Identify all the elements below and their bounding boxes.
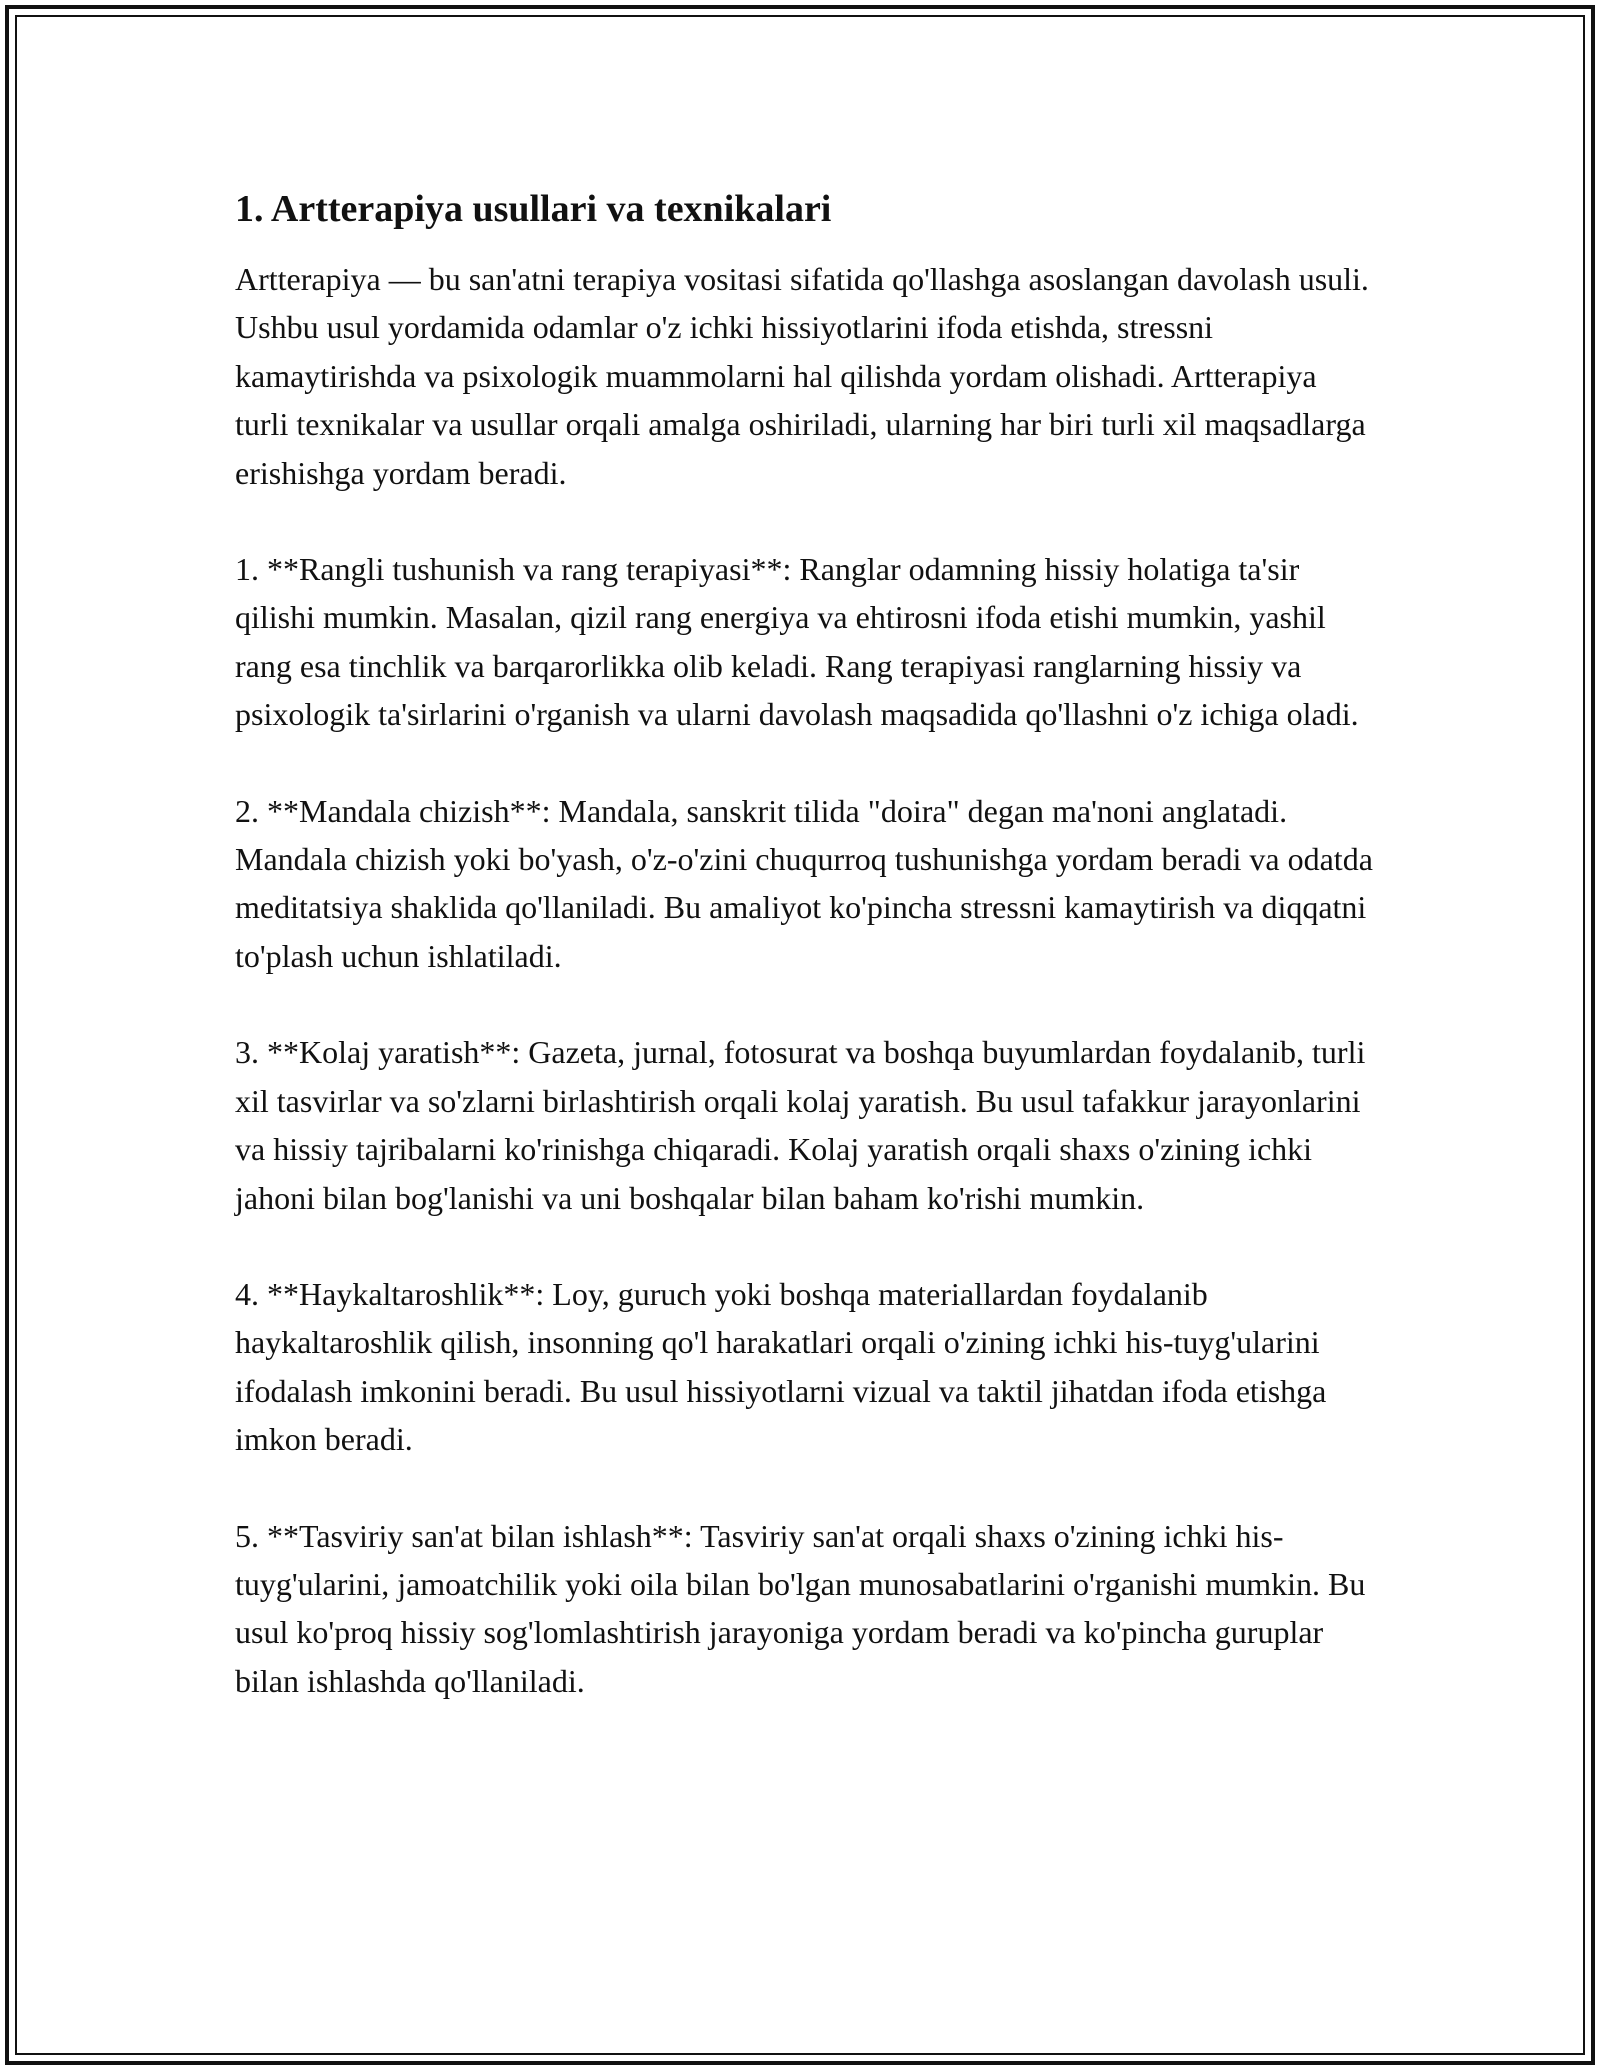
intro-paragraph: Artterapiya — bu san'atni terapiya vositasi sifatida qo'llashga asoslangan davolash usuli. Ushbu usul yordamida odamlar o'z ichki hissiyotlarini ifoda etishda, stressni kamaytirishda va psixologik muammolarni hal qilishda yordam olishadi. Artterapiya turli texnikalar va usullar orqali amalga oshiriladi, ularning har biri turli xil maqsadlarga erishishga yordam beradi. bbox=[235, 261, 1369, 491]
paragraph-fine-art: 5. **Tasviriy san'at bilan ishlash**: Tasviriy san'at orqali shaxs o'zining ichki his-tuyg'ularini, jamoatchilik yoki oila bilan bo'lgan munosabatlarini o'rganishi mumkin. Bu usul ko'proq hissiy sog'lomlashtirish jarayoniga yordam beradi va ko'pincha guruplar bilan ishlashda qo'llaniladi. bbox=[235, 1517, 1366, 1699]
paragraph-color-therapy: 1. **Rangli tushunish va rang terapiyasi**: Ranglar odamning hissiy holatiga ta'sir qilishi mumkin. Masalan, qizil rang energiya va ehtirosni ifoda etishi mumkin, yashil rang esa tinchlik va barqarorlikka olib keladi. Rang terapiyasi ranglarning hissiy va psixologik ta'sirlarini o'rganish va ularni davolash maqsadida qo'llashni o'z ichiga oladi. bbox=[235, 551, 1359, 733]
paragraph-mandala: 2. **Mandala chizish**: Mandala, sanskrit tilida "doira" degan ma'noni anglatadi. Mandala chizish yoki bo'yash, o'z-o'zini chuqurroq tushunishga yordam beradi va odatda meditatsiya shaklida qo'llaniladi. Bu amaliyot ko'pincha stressni kamaytirish va diqqatni to'plash uchun ishlatiladi. bbox=[235, 792, 1373, 974]
paragraph-sculpture: 4. **Haykaltaroshlik**: Loy, guruch yoki boshqa materiallardan foydalanib haykaltaroshlik qilish, insonning qo'l harakatlari orqali o'zining ichki his-tuyg'ularini ifodalash imkonini beradi. Bu usul hissiyotlarni vizual va taktil jihatdan ifoda etishga imkon beradi. bbox=[235, 1275, 1327, 1458]
document-body bbox=[235, 185, 1375, 1753]
document-title: 1. Artterapiya usullari va texnikalari bbox=[235, 188, 832, 230]
paragraph-collage: 3. **Kolaj yaratish**: Gazeta, jurnal, fotosurat va boshqa buyumlardan foydalanib, turli xil tasvirlar va so'zlarni birlashtirish orqali kolaj yaratish. Bu usul tafakkur jarayonlarini va hissiy tajribalarni ko'rinishga chiqaradi. Kolaj yaratish orqali shaxs o'zining ichki jahoni bilan bog'lanishi va uni boshqalar bilan baham ko'rishi mumkin. bbox=[235, 1034, 1366, 1216]
